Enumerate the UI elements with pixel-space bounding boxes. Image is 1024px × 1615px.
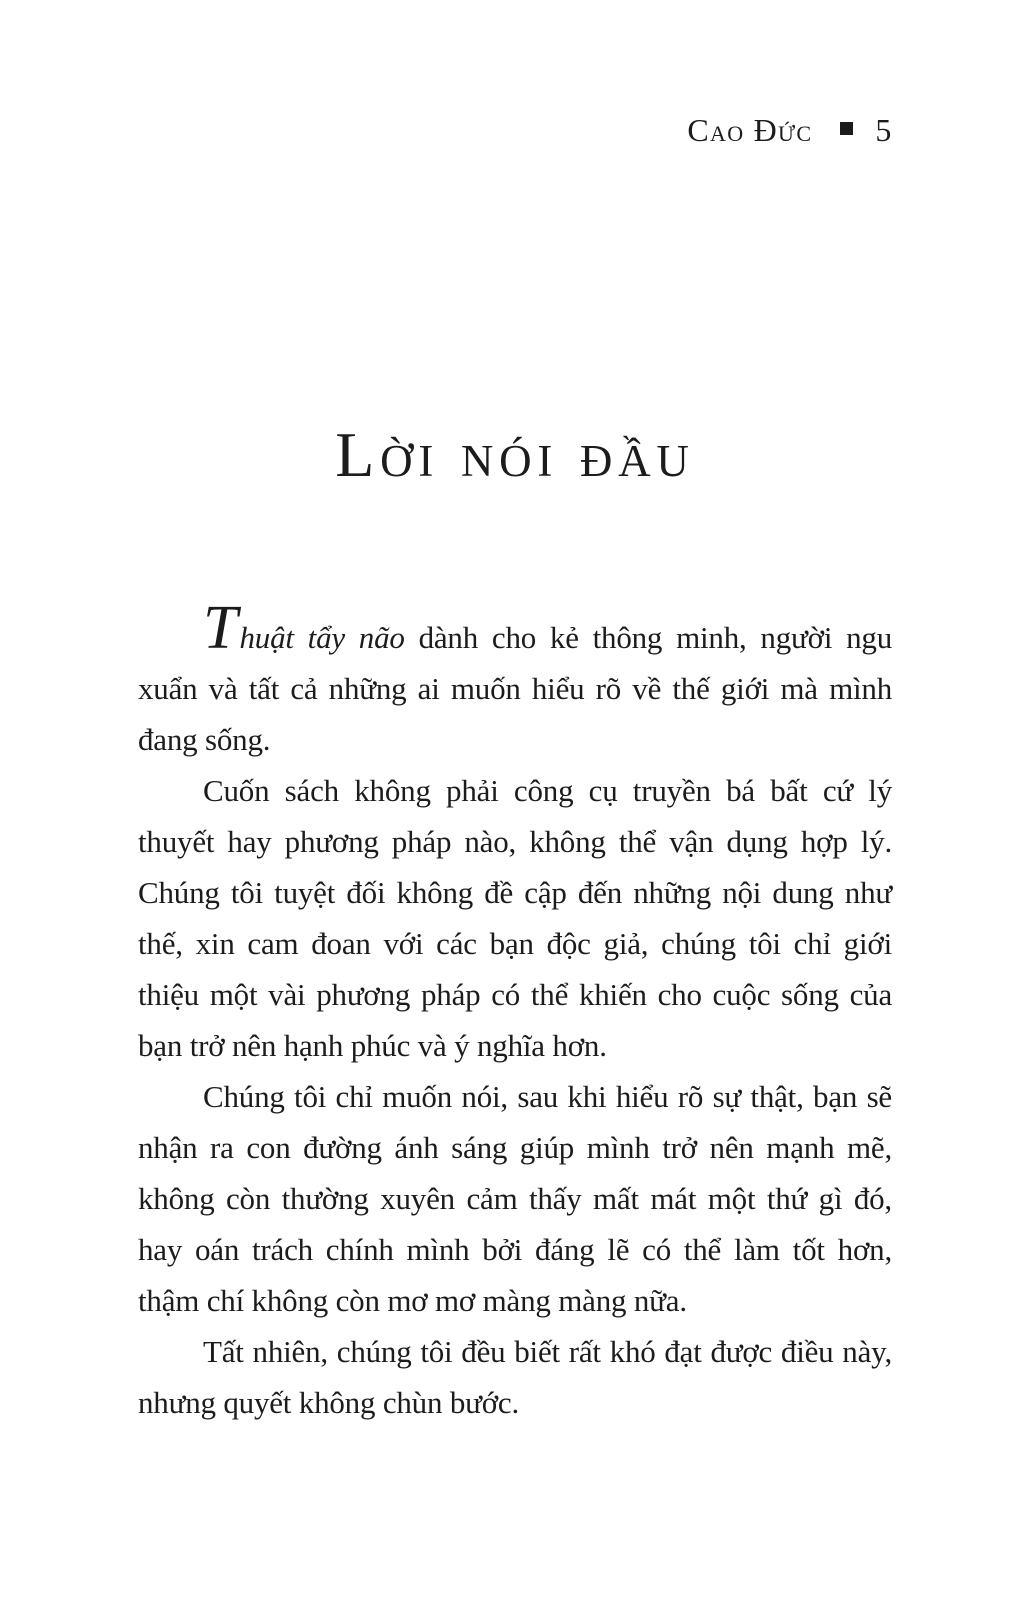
paragraph-text: Tất nhiên, chúng tôi đều biết rất khó đạt được điều này, nhưng quyết không chùn bước. [138,1334,892,1420]
page-number: 5 [875,112,892,148]
paragraph [138,1326,892,1428]
paragraph-text: Cuốn sách không phải công cụ truyền bá bất cứ lý thuyết hay phương pháp nào, không thể vận dụng hợp lý. Chúng tôi tuyệt đối không đề cập đến những nội dung như thế, xin cam đoan với các bạn độc giả, chúng tôi chỉ giới thiệu một vài phương pháp có thể khiến cho cuộc sống của bạn trở nên hạnh phúc và ý nghĩa hơn. [138,773,892,1063]
opening-initial: T [203,594,238,662]
header-author: Cao Đức [687,112,813,148]
paragraph-text: dành cho kẻ thông minh, người ngu xuẩn và tất cả những ai muốn hiểu rõ về thế giới mà mình đang sống. [138,620,893,757]
running-header [138,106,892,154]
body-text [138,594,893,1428]
paragraph [138,1071,892,1326]
paragraph [138,594,893,765]
paragraph [138,765,892,1071]
chapter-title: Lời nói đầu [335,419,695,490]
paragraph-text: Chúng tôi chỉ muốn nói, sau khi hiểu rõ sự thật, bạn sẽ nhận ra con đường ánh sáng giúp mình trở nên mạnh mẽ, không còn thường xuyên cảm thấy mất mát một thứ gì đó, hay oán trách chính mình bởi đáng lẽ có thể làm tốt hơn, thậm chí không còn mơ mơ màng màng nữa. [138,1079,892,1318]
separator-square-icon [840,122,853,135]
opening-phrase: huật tẩy não [239,620,405,655]
